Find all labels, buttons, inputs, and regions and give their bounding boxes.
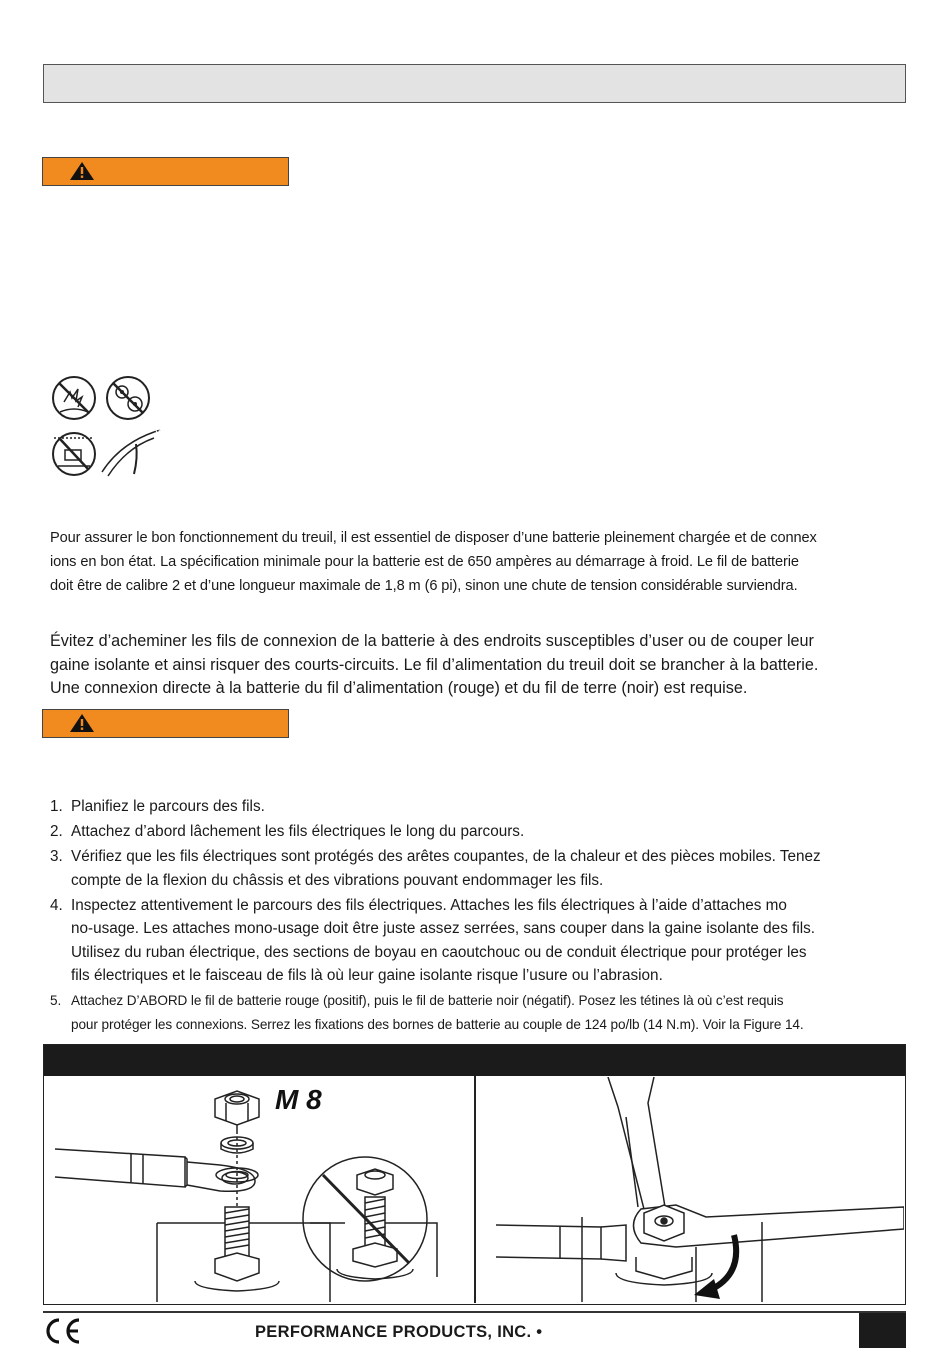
step-text: fils électriques et le faisceau de fils là où leur gaine isolante risque l’usure ou l’abrasion. bbox=[71, 967, 663, 984]
step-text: Vérifiez que les fils électriques sont protégés des arêtes coupantes, de la chaleur et des pièces mobiles. Tenez bbox=[71, 848, 821, 865]
rotating-gears-icon bbox=[107, 377, 149, 419]
page-number-box bbox=[859, 1313, 906, 1348]
battery-terminal-stack-illustration bbox=[45, 1077, 473, 1302]
step-text: Utilisez du ruban électrique, des sections de boyau en caoutchouc ou de conduit électrique pour protéger les bbox=[71, 943, 807, 961]
warning-triangle-icon bbox=[69, 713, 95, 733]
text-line: gaine isolante et ainsi risquer des courts-circuits. Le fil d’alimentation du treuil doit se brancher à la batterie. bbox=[50, 655, 819, 674]
step-number: 4. bbox=[50, 896, 63, 914]
list-item bbox=[50, 894, 906, 988]
text-line: Pour assurer le bon fonctionnement du treuil, il est essentiel de disposer d’une batterie pleinement chargée et de connex bbox=[50, 530, 817, 546]
step-number: 3. bbox=[50, 848, 63, 865]
wire-routing-paragraph bbox=[50, 630, 906, 701]
installation-steps-list bbox=[50, 795, 906, 1038]
warning-banner bbox=[42, 157, 289, 186]
step-text: Inspectez attentivement le parcours des fils électriques. Attaches les fils électriques à l’aide d’attaches mo bbox=[71, 896, 787, 914]
step-text: pour protéger les connexions. Serrez les fixations des bornes de batterie au couple de 124 po/lb (14 N.m). Voir la Figure 14. bbox=[71, 1016, 804, 1032]
ce-mark-logo bbox=[42, 1317, 82, 1345]
step-text: Planifiez le parcours des fils. bbox=[71, 798, 265, 815]
safety-icons-group bbox=[50, 372, 162, 484]
step-text: Attachez d’abord lâchement les fils électriques le long du parcours. bbox=[71, 823, 525, 840]
warning-banner bbox=[42, 709, 289, 738]
text-line: Évitez d’acheminer les fils de connexion de la batterie à des endroits susceptibles d’user ou de couper leur bbox=[50, 632, 814, 650]
step-text: no-usage. Les attaches mono-usage doit être juste assez serrées, sans couper dans la gaine isolante des fils. bbox=[71, 920, 816, 937]
text-line: Une connexion directe à la batterie du fil d’alimentation (rouge) et du fil de terre (noir) est requise. bbox=[50, 679, 748, 697]
step-text: compte de la flexion du châssis et des vibrations pouvant endommager les fils. bbox=[71, 871, 604, 889]
step-text: Attachez D’ABORD le fil de batterie rouge (positif), puis le fil de batterie noir (négatif). Posez les tétines là où c’est requis bbox=[71, 993, 784, 1008]
torque-wrench-illustration bbox=[476, 1077, 904, 1302]
battery-requirements-paragraph bbox=[50, 526, 906, 598]
wire-rope-icon bbox=[102, 430, 160, 476]
no-standing-under-load-icon bbox=[53, 433, 95, 475]
company-name: PERFORMANCE PRODUCTS, INC. • bbox=[255, 1323, 543, 1341]
step-number: 5. bbox=[50, 993, 62, 1008]
section-title-bar bbox=[43, 64, 906, 103]
figure-label-m8: M 8 bbox=[275, 1084, 322, 1115]
step-number: 1. bbox=[50, 798, 63, 815]
no-sparks-icon bbox=[53, 377, 95, 419]
step-number: 2. bbox=[50, 823, 63, 840]
list-item bbox=[50, 989, 906, 1036]
text-line: ions en bon état. La spécification minimale pour la batterie est de 650 ampères au démarrage à froid. Le fil de batterie bbox=[50, 554, 799, 570]
list-item bbox=[50, 845, 906, 892]
warning-triangle-icon bbox=[69, 161, 95, 181]
text-line: doit être de calibre 2 et d’une longueur maximale de 1,8 m (6 pi), sinon une chute de tension considérable surviendra. bbox=[50, 578, 798, 594]
list-item bbox=[50, 820, 906, 844]
figure-header-bar bbox=[44, 1045, 905, 1076]
footer-rule bbox=[43, 1311, 906, 1313]
list-item bbox=[50, 795, 906, 819]
